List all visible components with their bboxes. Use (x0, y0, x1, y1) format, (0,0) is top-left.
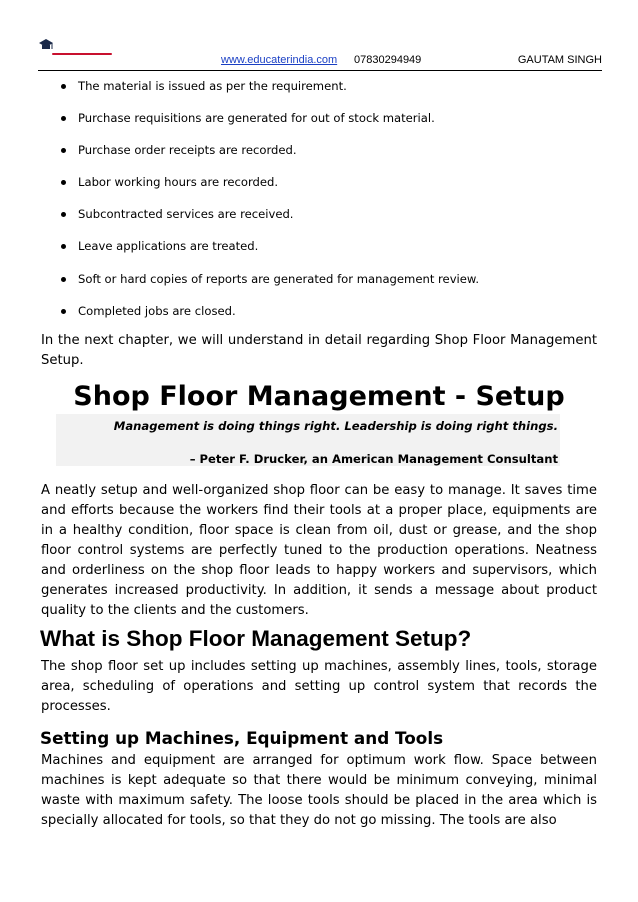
intro-paragraph: In the next chapter, we will understand in detail regarding Shop Floor Management Setup. (41, 333, 597, 368)
list-item: Leave applications are treated. (52, 238, 479, 270)
header-website-link[interactable]: www.educaterindia.com (221, 54, 338, 66)
list-item: Subcontracted services are received. (52, 206, 479, 238)
logo-swoosh (52, 53, 112, 55)
header-divider (38, 70, 602, 71)
list-item: Completed jobs are closed. (52, 303, 479, 335)
bullet-icon (61, 277, 66, 282)
list-item: The material is issued as per the requirement. (52, 78, 479, 110)
list-item: Purchase order receipts are recorded. (52, 142, 479, 174)
graduation-cap-icon (38, 38, 54, 52)
bullet-icon (61, 148, 66, 153)
list-item: Labor working hours are recorded. (52, 174, 479, 206)
section-heading: What is Shop Floor Management Setup? (40, 626, 472, 651)
list-item: Purchase requisitions are generated for out of stock material. (52, 110, 479, 142)
list-item: Soft or hard copies of reports are generated for management review. (52, 271, 479, 303)
bullet-icon (61, 84, 66, 89)
bullet-icon (61, 116, 66, 121)
what-is-paragraph: The shop floor set up includes setting up machines, assembly lines, tools, storage area, scheduling of operations and setting up control system that records the processes. (41, 659, 597, 714)
quote-attribution: – Peter F. Drucker, an American Management Consultant (189, 452, 558, 466)
machines-paragraph: Machines and equipment are arranged for optimum work flow. Space between machines is kept adequate so that there would be minimum conveying, minimal waste with maximum safety. The loose tools should be placed in the area which is specially allocated for tools, so that they do not go missing. The tools are also (41, 753, 597, 828)
page-title: Shop Floor Management - Setup (73, 381, 565, 412)
bullet-icon (61, 212, 66, 217)
quote-box (56, 414, 560, 466)
header-phone: 07830294949 (354, 54, 422, 66)
header-author: GAUTAM SINGH (517, 54, 602, 66)
bullet-icon (61, 309, 66, 314)
bullet-icon (61, 180, 66, 185)
quote-text: Management is doing things right. Leadership is doing right things. (113, 419, 558, 433)
subsection-heading: Setting up Machines, Equipment and Tools (40, 728, 444, 748)
educaterer-logo (38, 36, 143, 68)
bullet-list (52, 78, 479, 335)
bullet-icon (61, 244, 66, 249)
page-header (38, 36, 602, 72)
setup-paragraph: A neatly setup and well-organized shop floor can be easy to manage. It saves time and efforts because the workers find their tools at a proper place, equipments are in a healthy condition, floor space is clean from oil, dust or grease, and the shop floor control systems are perfectly tuned to the production operations. Neatness and orderliness on the shop floor leads to happy workers and supervisors, which generates increased productivity. In addition, it sends a message about product quality to the clients and the customers. (41, 483, 597, 618)
